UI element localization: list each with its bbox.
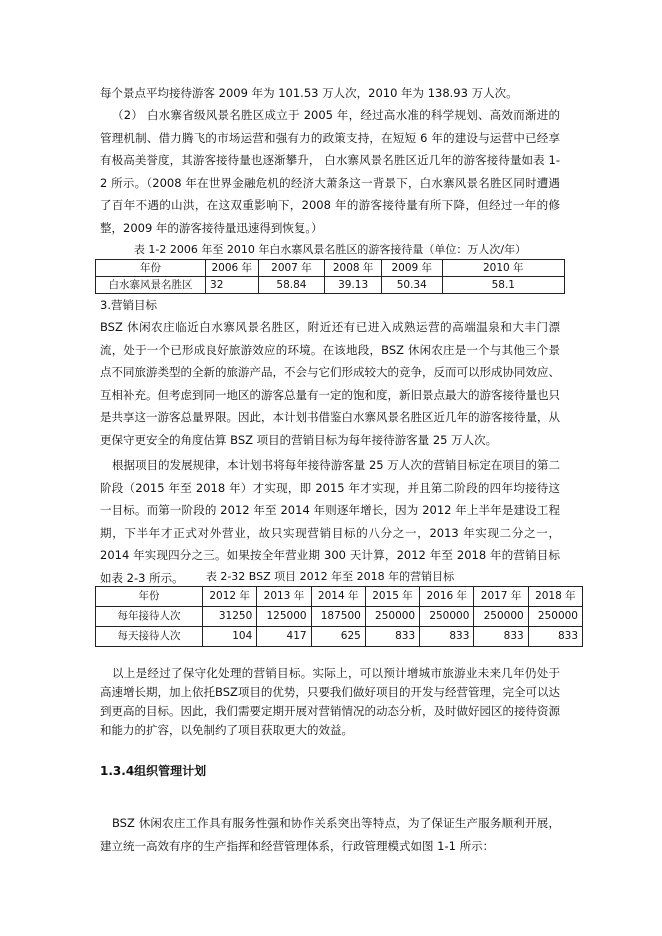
section-heading-organization: 1.3.4组织管理计划 — [100, 764, 207, 778]
table-cell: 417 — [257, 627, 311, 647]
table-cell: 250000 — [420, 607, 474, 627]
table-cell: 2007 年 — [258, 260, 325, 277]
table-cell: 2013 年 — [257, 587, 311, 607]
table-row — [96, 627, 583, 647]
table-cell: 833 — [474, 627, 528, 647]
table-cell: 2018 年 — [528, 587, 582, 607]
table-cell: 250000 — [474, 607, 528, 627]
paragraph-visitor-average: 每个景点平均接待游客 2009 年为 101.53 万人次，2010 年为 138.93 万人次。 — [100, 86, 518, 100]
table-cell: 年份 — [96, 260, 206, 277]
table-cell: 625 — [311, 627, 365, 647]
table-cell: 32 — [206, 277, 258, 294]
table-cell: 2006 年 — [206, 260, 258, 277]
table-cell: 250000 — [528, 607, 582, 627]
table-cell: 2008 年 — [325, 260, 382, 277]
table-cell: 104 — [203, 627, 257, 647]
table-cell: 每天接待人次 — [96, 627, 203, 647]
table-cell: 2016 年 — [420, 587, 474, 607]
table-cell: 2012 年 — [203, 587, 257, 607]
section-heading-marketing: 3.营销目标 — [100, 298, 157, 312]
table-header-row — [96, 587, 583, 607]
paragraph-conservative-target: 以上是经过了保守化处理的营销目标。实际上，可以预计增城市旅游业未来几年仍处于高速增长期，加上依托BSZ项目的优势，只要我们做好项目的开发与经营管理，完全可以达到更高的目标。因此，我们需要定期开展对营销情况的动态分析，及时做好园区的接待资源和能力的扩容，以免制约了项目获取更大的效益。 — [100, 666, 560, 737]
table-cell: 833 — [528, 627, 582, 647]
table-cell: 2009 年 — [381, 260, 442, 277]
paragraph-baishuizhai-intro: （2） 白水寨省级风景名胜区成立于 2005 年，经过高水准的科学规划、高效而渐进的管理机制、借力腾飞的市场运营和强有力的政策支持，在短短 6 年的建设与运营中已经享有极高美誉度，其游客接待量也逐渐攀升， 白水寨风景名胜区近几年的游客接待量如表 1-2 所示。（2008 年在世界金融危机的经济大萧条这一背景下，白水寨风景名胜区同时遭遇了百年不遇的山洪，在这双重影响下，2008 年的游客接待量有所下降，但经过一年的修整，2009 年的游客接待量迅速得到恢复。） — [100, 108, 560, 235]
table-cell: 833 — [420, 627, 474, 647]
table1-caption: 表 1-2 2006 年至 2010 年白水寨风景名胜区的游客接待量（单位：万人次/年） — [133, 243, 527, 256]
table-cell: 白水寨风景名胜区 — [96, 277, 206, 294]
table-cell: 2010 年 — [442, 260, 564, 277]
paragraph-marketing-context: BSZ 休闲农庄临近白水寨风景名胜区，附近还有已进入成熟运营的高端温泉和大丰门漂流，处于一个已形成良好旅游效应的环境。在该地段，BSZ 休闲农庄是一个与其他三个景点不同旅游类型的全新的旅游产品，不会与它们形成较大的竞争，反而可以形成协同效应、互相补充。但考虑到同一地区的游客总量有一定的饱和度，新旧景点最大的游客接待量也只是共享这一游客总量界限。因此，本计划书借鉴白水寨风景名胜区近几年的游客接待量，从更保守更安全的角度估算 BSZ 项目的营销目标为每年接待游客量 25 万人次。 — [100, 320, 560, 447]
table2-caption: 表 2-32 BSZ 项目 2012 年至 2018 年的营销目标 — [205, 570, 455, 583]
visitor-table — [95, 259, 565, 294]
table-cell: 187500 — [311, 607, 365, 627]
marketing-target-table — [95, 586, 583, 647]
table-cell: 年份 — [96, 587, 203, 607]
table-cell: 每年接待人次 — [96, 607, 203, 627]
table-header-row — [96, 260, 565, 277]
table-row — [96, 277, 565, 294]
table-cell: 833 — [365, 627, 419, 647]
table-cell: 31250 — [203, 607, 257, 627]
table-cell: 2015 年 — [365, 587, 419, 607]
paragraph-organization: BSZ 休闲农庄工作具有服务性强和协作关系突出等特点，为了保证生产服务顺利开展，建立统一高效有序的生产指挥和经营管理体系，行政管理模式如图 1-1 所示： — [100, 816, 560, 853]
table-cell: 58.84 — [258, 277, 325, 294]
table-cell: 2017 年 — [474, 587, 528, 607]
table-cell: 50.34 — [381, 277, 442, 294]
paragraph-marketing-plan: 根据项目的发展规律，本计划书将每年接待游客量 25 万人次的营销目标定在项目的第二阶段（2015 年至 2018 年）才实现，即 2015 年才实现，并且第二阶段的四年均接待这一目标。而第一阶段的 2012 年至 2014 年则逐年增长，因为 2012 年上半年是建设工程期，下半年才正式对外营业，故只实现营销目标的八分之一，2013 年实现二分之一，2014 年实现四分之三。如果按全年营业期 300 天计算，2012 年至 2018 年的营销目标如表 2-3 所示。 — [100, 458, 560, 585]
table-cell: 250000 — [365, 607, 419, 627]
table-cell: 2014 年 — [311, 587, 365, 607]
table-cell: 125000 — [257, 607, 311, 627]
table-cell: 39.13 — [325, 277, 382, 294]
table-row — [96, 607, 583, 627]
table-cell: 58.1 — [442, 277, 564, 294]
